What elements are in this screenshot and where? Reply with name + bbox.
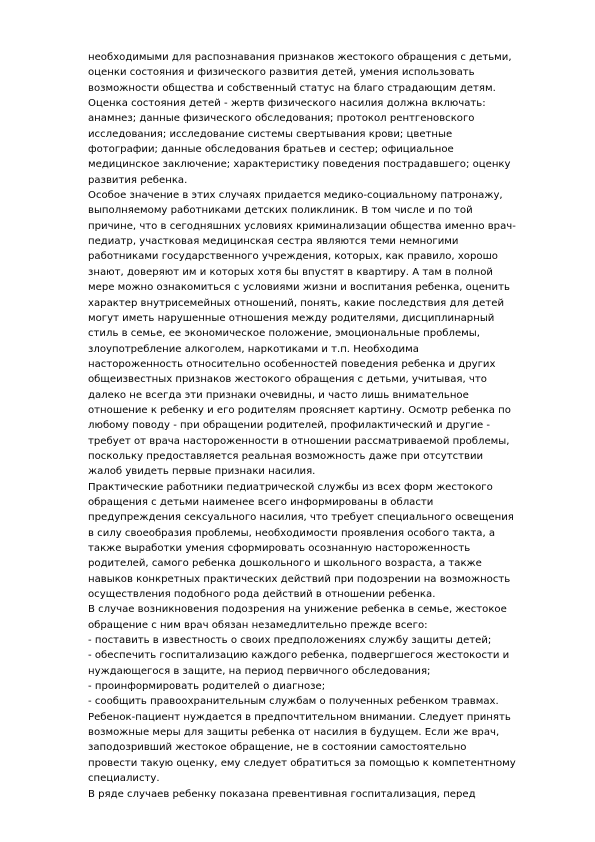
text-line: обращения с детьми наименее всего информированы в области (88, 496, 434, 508)
text-line: знают, доверяют им и которых хотя бы впустят в квартиру. А там в полной (88, 266, 493, 278)
text-line: общеизвестных признаков жестокого обращения с детьми, учитывая, что (88, 374, 487, 386)
text-line: далеко не всегда эти признаки очевидны, и часто лишь внимательное (88, 389, 469, 401)
text-line: специалисту. (88, 773, 160, 785)
text-line: любому поводу - при обращении родителей, профилактический и другие - (88, 420, 491, 432)
text-line: В случае возникновения подозрения на унижение ребенка в семье, жестокое (88, 604, 507, 616)
text-line: навыков конкретных практических действий при подозрении на возможность (88, 573, 511, 585)
text-line: исследования; исследование системы свертывания крови; цветные (88, 128, 453, 140)
text-line: требует от врача настороженности в отношении рассматриваемой проблемы, (88, 435, 510, 447)
text-line: в силу своеобразия проблемы, необходимости проявления особого такта, а (88, 527, 496, 539)
text-line: необходимыми для распознавания признаков жестокого обращения с детьми, (88, 52, 512, 63)
text-line: возможные меры для защиты ребенка от насилия в будущем. Если же врач, (88, 727, 500, 739)
text-line: осуществления подобного рода действий в отношении ребенка. (88, 589, 436, 601)
text-line: возможности общества и собственный статус на благо страдающим детям. (88, 82, 496, 94)
text-line: нуждающегося в защите, на период первичного обследования; (88, 665, 431, 677)
text-line: также выработки умения сформировать осознанную настороженность (88, 543, 471, 554)
text-line: поскольку предоставляется реальная возможность даже при отсутствии (88, 450, 484, 462)
document-page (88, 50, 550, 802)
text-line: обращение с ним врач обязан незамедлительно прежде всего: (88, 619, 428, 631)
text-line: характер внутрисемейных отношений, понять, какие последствия для детей (88, 297, 505, 309)
text-line: причине, что в сегодняшних условиях криминализации общества именно врач- (88, 220, 516, 232)
text-line: - сообщить правоохранительным службам о полученных ребенком травмах. (88, 696, 499, 708)
text-line: стиль в семье, ее экономическое положение, эмоциональные проблемы, (88, 328, 480, 340)
text-line: заподозривший жестокое обращение, не в состоянии самостоятельно (88, 742, 467, 754)
text-line: Оценка состояния детей - жертв физического насилия должна включать: (88, 98, 486, 110)
text-line: развития ребенка. (88, 174, 188, 186)
text-line: - поставить в известность о своих предположениях службу защиты детей; (88, 635, 492, 647)
text-line: В ряде случаев ребенку показана превентивная госпитализация, перед (88, 788, 476, 800)
text-line: оценки состояния и физического развития детей, умения использовать (88, 67, 475, 79)
text-line: медицинское заключение; характеристику поведения пострадавшего; оценку (88, 159, 511, 171)
text-line: отношение к ребенку и его родителям проясняет картину. Осмотр ребенка по (88, 404, 511, 416)
text-line: - проинформировать родителей о диагнозе; (88, 681, 326, 693)
text-line: могут иметь нарушенные отношения между родителями, дисциплинарный (88, 312, 495, 324)
text-line: злоупотребление алкоголем, наркотиками и т.п. Необходима (88, 343, 419, 355)
text-line: мере можно ознакомиться с условиями жизни и воспитания ребенка, оценить (88, 282, 510, 294)
text-line: провести такую оценку, ему следует обратиться за помощью к компетентному (88, 757, 516, 769)
text-line: педиатр, участковая медицинская сестра являются теми немногими (88, 236, 459, 248)
text-line: жалоб увидеть первые признаки насилия. (88, 466, 316, 478)
text-line: предупреждения сексуального насилия, что требует специального освещения (88, 512, 514, 524)
text-line: анамнез; данные физического обследования; протокол рентгеновского (88, 113, 475, 125)
text-line: Особое значение в этих случаях придается медико-социальному патронажу, (88, 190, 503, 202)
text-line: работниками государственного учреждения, которых, как правило, хорошо (88, 251, 498, 263)
text-line: Ребенок-пациент нуждается в предпочтительном внимании. Следует принять (88, 711, 511, 723)
text-line: - обеспечить госпитализацию каждого ребенка, подвергшегося жестокости и (88, 650, 510, 662)
text-line: фотографии; данные обследования братьев и сестер; официальное (88, 144, 454, 156)
text-line: родителей, самого ребенка дошкольного и школьного возраста, а также (88, 558, 482, 570)
text-line: настороженность относительно особенностей поведения ребенка и других (88, 358, 496, 370)
text-line: выполняемому работниками детских поликлиник. В том числе и по той (88, 205, 473, 217)
text-line: Практические работники педиатрической службы из всех форм жестокого (88, 481, 493, 493)
